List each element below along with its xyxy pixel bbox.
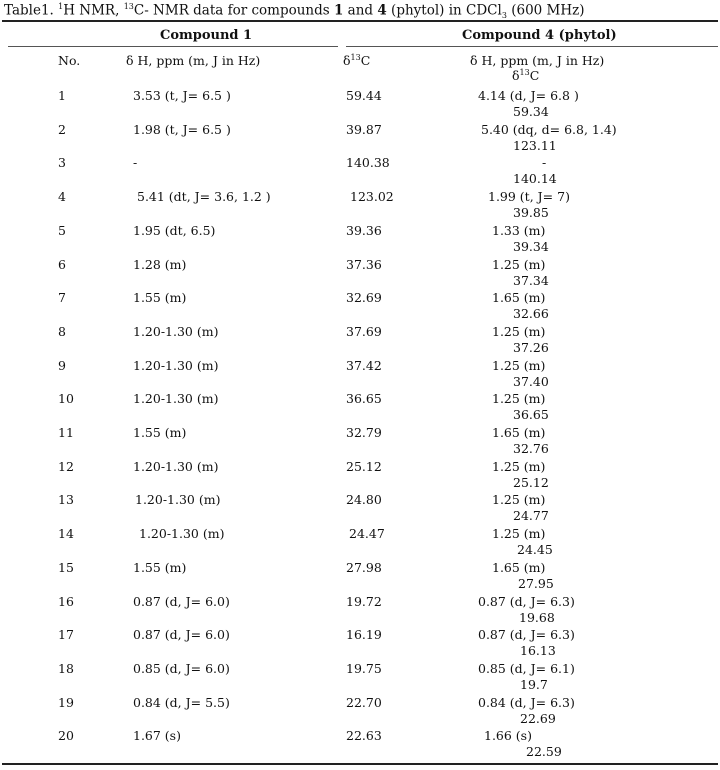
c1-proton-shift: 1.55 (m): [133, 559, 187, 575]
row-number: 6: [58, 256, 66, 272]
row-number: 14: [58, 526, 74, 542]
c1-carbon-shift: 19.75: [346, 660, 382, 676]
row-number: 18: [58, 660, 74, 676]
c4-proton-shift: 1.25 (m): [492, 492, 546, 508]
table-row: [0, 391, 720, 425]
c4-proton-shift: 0.87 (d, J= 6.3): [478, 627, 575, 643]
table-row: [0, 728, 720, 762]
table-row: [0, 560, 720, 594]
c4-carbon-shift: 24.77: [513, 508, 549, 524]
table-row: [0, 358, 720, 392]
c1-carbon-shift: 22.63: [346, 728, 382, 744]
c1-carbon-shift: 36.65: [346, 391, 382, 407]
row-number: 4: [58, 189, 66, 205]
c4-carbon-shift: 123.11: [513, 137, 557, 153]
c1-proton-shift: -: [133, 155, 138, 171]
row-number: 3: [58, 155, 66, 171]
row-number: 9: [58, 357, 66, 373]
c1-carbon-shift: 27.98: [346, 559, 382, 575]
c4-carbon-shift: 36.65: [513, 407, 549, 423]
col-header-no: No.: [58, 53, 81, 68]
c4-carbon-shift: 140.14: [513, 171, 557, 187]
c1-carbon-shift: 59.44: [346, 88, 382, 103]
row-number: 5: [58, 222, 66, 238]
col-header-c1-proton: δ H, ppm (m, J in Hz): [126, 53, 261, 68]
c1-carbon-shift: 22.70: [346, 694, 382, 710]
c4-carbon-shift: 37.34: [513, 272, 549, 288]
c1-carbon-shift: 19.72: [346, 593, 382, 609]
c4-proton-shift: 1.65 (m): [492, 290, 546, 306]
c1-proton-shift: 1.28 (m): [133, 256, 187, 272]
row-number: 16: [58, 593, 74, 609]
row-number: 20: [58, 728, 74, 744]
table-row: [0, 661, 720, 695]
c4-proton-shift: 5.40 (dq, d= 6.8, 1.4): [481, 121, 617, 137]
c4-carbon-shift: 32.66: [513, 306, 549, 322]
c1-proton-shift: 0.87 (d, J= 6.0): [133, 593, 230, 609]
c1-carbon-shift: 25.12: [346, 458, 382, 474]
c4-carbon-shift: 19.68: [519, 609, 555, 625]
c4-carbon-shift: 39.85: [513, 205, 549, 221]
c4-proton-shift: 0.84 (d, J= 6.3): [478, 694, 575, 710]
c1-proton-shift: 1.20-1.30 (m): [139, 526, 225, 542]
c1-proton-shift: 1.98 (t, J= 6.5 ): [133, 121, 231, 137]
c4-carbon-shift: 39.34: [513, 238, 549, 254]
row-number: 17: [58, 627, 74, 643]
c1-carbon-shift: 123.02: [350, 189, 394, 205]
row-number: 19: [58, 694, 74, 710]
c4-carbon-shift: 24.45: [517, 542, 553, 558]
c4-proton-shift: 1.33 (m): [492, 222, 546, 238]
table-row: [0, 492, 720, 526]
c1-proton-shift: 1.20-1.30 (m): [133, 391, 219, 407]
table-row: [0, 189, 720, 223]
c1-proton-shift: 1.55 (m): [133, 425, 187, 440]
table-row: [0, 122, 720, 156]
table-caption: Table1. $^1$H NMR, $^{13}$C- NMR data for compounds 1 and 4 (phytol) in CDCl$_3$ (600 MHz): [4, 2, 585, 21]
c4-carbon-shift: 59.34: [513, 104, 549, 119]
c4-proton-shift: 1.25 (m): [492, 458, 546, 474]
group-header-compound-1: Compound 1: [160, 28, 253, 43]
c1-carbon-shift: 37.42: [346, 357, 382, 373]
c1-proton-shift: 0.87 (d, J= 6.0): [133, 627, 230, 643]
bottom-rule: [2, 763, 718, 765]
c1-carbon-shift: 39.36: [346, 222, 382, 238]
table-row: [0, 223, 720, 257]
col-header-c4-carbon: $\delta^{13}C$: [512, 68, 540, 84]
c4-proton-shift: 0.85 (d, J= 6.1): [478, 660, 575, 676]
c4-carbon-shift: 37.26: [513, 339, 549, 355]
c4-carbon-shift: 22.59: [526, 744, 562, 760]
c1-carbon-shift: 24.80: [346, 492, 382, 508]
c1-proton-shift: 1.20-1.30 (m): [133, 357, 219, 373]
col-header-c1-carbon: $\delta^{13}C$: [343, 53, 371, 69]
c1-proton-shift: 0.84 (d, J= 5.5): [133, 694, 230, 710]
c1-carbon-shift: 32.69: [346, 290, 382, 306]
c1-proton-shift: 1.20-1.30 (m): [135, 492, 221, 508]
c1-carbon-shift: 37.69: [346, 323, 382, 339]
row-number: 8: [58, 323, 66, 339]
group-header-compound-4: Compound 4 (phytol): [462, 28, 617, 43]
row-number: 13: [58, 492, 74, 508]
c4-proton-shift: 1.65 (m): [492, 425, 546, 440]
c1-carbon-shift: 140.38: [346, 155, 390, 171]
c4-carbon-shift: 25.12: [513, 474, 549, 490]
c1-carbon-shift: 16.19: [346, 627, 382, 643]
c4-proton-shift: 1.25 (m): [492, 391, 546, 407]
c4-proton-shift: 1.66 (s): [484, 728, 532, 744]
c4-proton-shift: 1.99 (t, J= 7): [488, 189, 570, 205]
table-row: [0, 88, 720, 122]
table-row: [0, 425, 720, 459]
c1-carbon-shift: 24.47: [349, 526, 385, 542]
c4-carbon-shift: 19.7: [520, 676, 548, 692]
c1-proton-shift: 1.55 (m): [133, 290, 187, 306]
c1-proton-shift: 3.53 (t, J= 6.5 ): [133, 88, 231, 103]
row-number: 15: [58, 559, 74, 575]
c4-proton-shift: 1.25 (m): [492, 357, 546, 373]
table-row: [0, 459, 720, 493]
row-number: 2: [58, 121, 66, 137]
table-row: [0, 290, 720, 324]
row-number: 7: [58, 290, 66, 306]
c4-proton-shift: 1.25 (m): [492, 323, 546, 339]
c4-carbon-shift: 37.40: [513, 373, 549, 389]
c1-carbon-shift: 32.79: [346, 425, 382, 440]
c4-proton-shift: 1.25 (m): [492, 256, 546, 272]
c4-proton-shift: 1.25 (m): [492, 526, 546, 542]
row-number: 10: [58, 391, 74, 407]
c1-proton-shift: 1.67 (s): [133, 728, 181, 744]
c1-carbon-shift: 37.36: [346, 256, 382, 272]
top-rule: [2, 20, 718, 22]
c1-proton-shift: 5.41 (dt, J= 3.6, 1.2 ): [137, 189, 271, 205]
col-header-c4-proton: δ H, ppm (m, J in Hz): [470, 53, 605, 68]
c4-proton-shift: 0.87 (d, J= 6.3): [478, 593, 575, 609]
c4-proton-shift: 1.65 (m): [492, 559, 546, 575]
c1-proton-shift: 1.95 (dt, 6.5): [133, 222, 216, 238]
table-row: [0, 257, 720, 291]
c4-carbon-shift: 27.95: [518, 575, 554, 591]
c1-carbon-shift: 39.87: [346, 121, 382, 137]
table-row: [0, 526, 720, 560]
group-underline-compound-1: [8, 46, 338, 47]
table-row: [0, 695, 720, 729]
c1-proton-shift: 1.20-1.30 (m): [133, 323, 219, 339]
table-row: [0, 594, 720, 628]
c4-carbon-shift: 22.69: [520, 710, 556, 726]
table-row: [0, 324, 720, 358]
c4-proton-shift: 4.14 (d, J= 6.8 ): [478, 88, 579, 103]
c1-proton-shift: 0.85 (d, J= 6.0): [133, 660, 230, 676]
row-number: 12: [58, 458, 74, 474]
group-underline-compound-4: [346, 46, 718, 47]
table-row: [0, 627, 720, 661]
row-number: 1: [58, 88, 66, 103]
c1-proton-shift: 1.20-1.30 (m): [133, 458, 219, 474]
c4-carbon-shift: 16.13: [520, 643, 556, 659]
c4-carbon-shift: 32.76: [513, 441, 549, 456]
table-row: [0, 155, 720, 189]
row-number: 11: [58, 425, 74, 440]
c4-proton-shift: -: [542, 155, 547, 171]
